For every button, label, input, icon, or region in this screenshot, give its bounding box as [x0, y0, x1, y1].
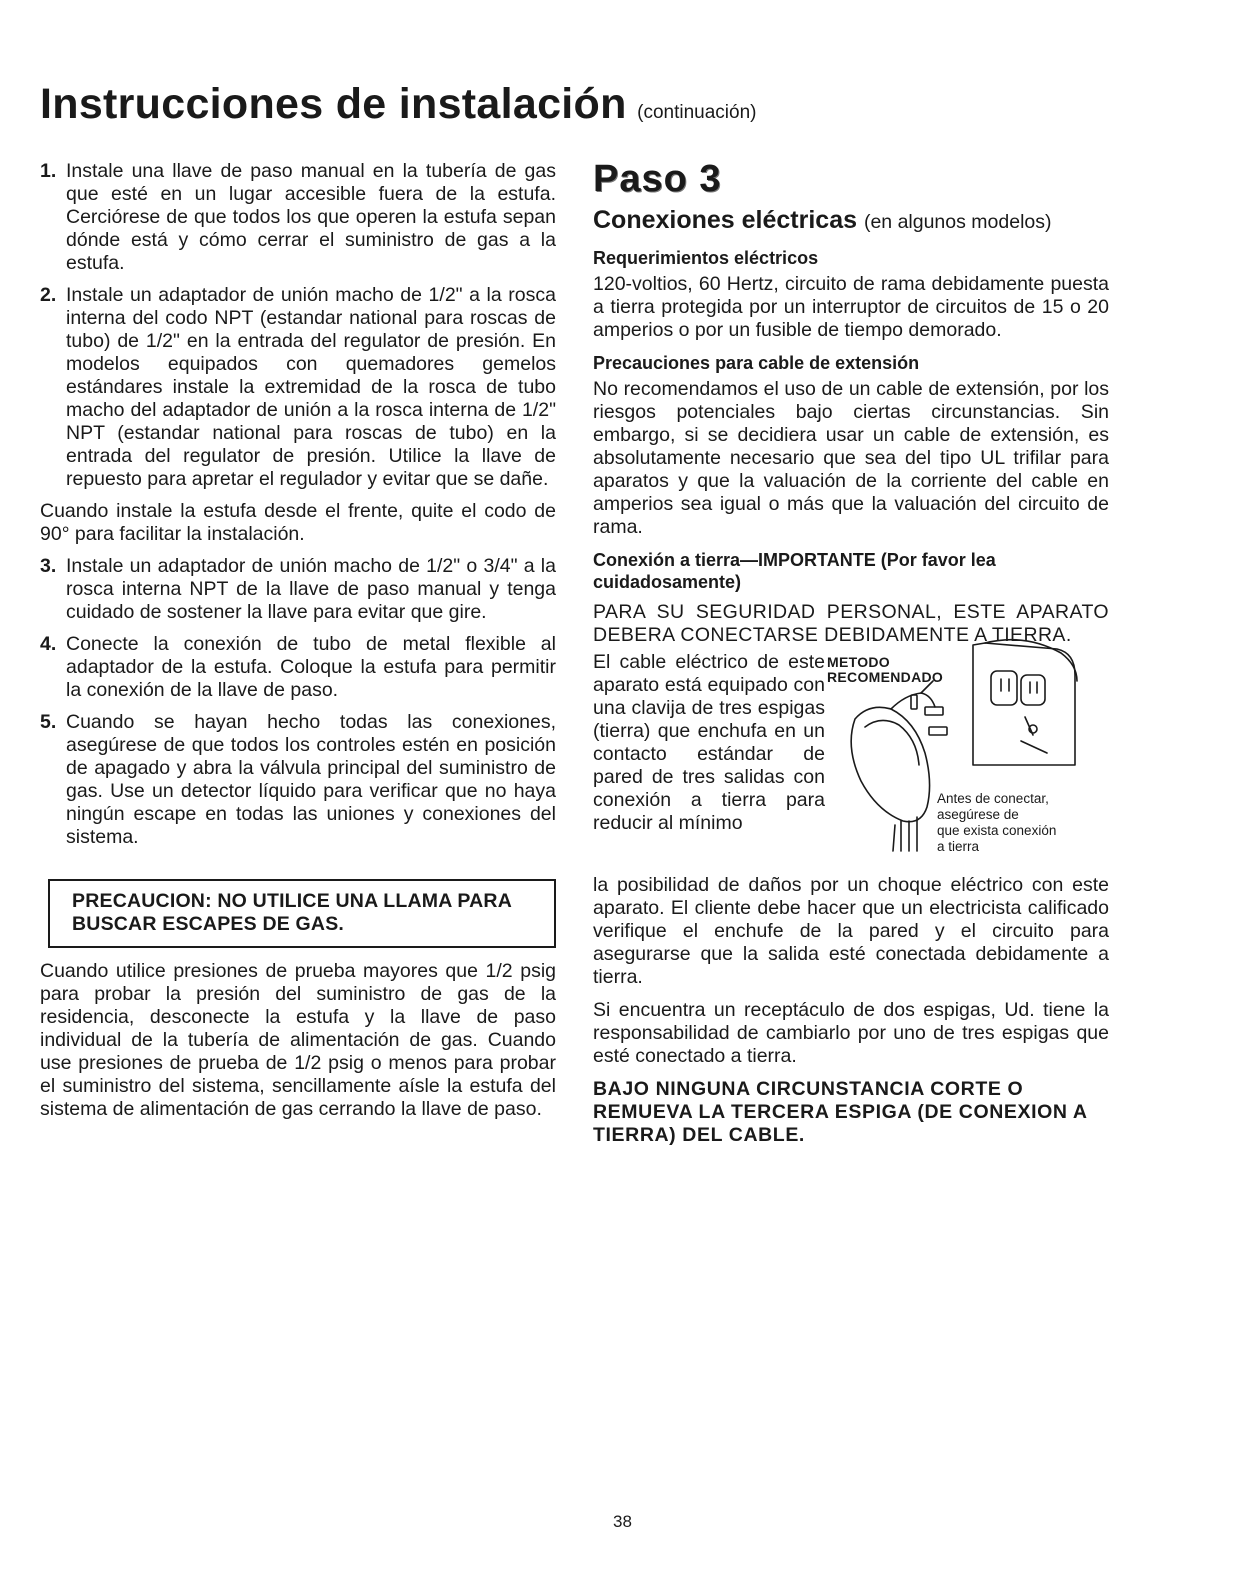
requirements-block: [593, 247, 1109, 342]
step-text: Instale un adaptador de unión macho de 1/2" o 3/4" a la rosca interna NPT de la llave de paso manual y tenga cuidado de sostener la llave para evitar que gire.: [66, 555, 556, 623]
elbow-note: Cuando instale la estufa desde el frente, quite el codo de 90° para facilitar la instalación.: [40, 500, 556, 545]
install-steps-list: [40, 160, 556, 491]
step-number: 1.: [40, 160, 57, 182]
diagram-caption-line3: que exista conexión: [937, 823, 1057, 838]
extension-text: No recomendamos el uso de un cable de extensión, por los riesgos potenciales bajo ciertas circunstancias. Sin embargo, si se decidiera usar un cable de extensión, es absolutamente necesario que sea del tipo UL trifilar para aparatos y que la valuación de la corriente del cable en amperios sea igual o más que la valuación del circuito de rama.: [593, 378, 1109, 538]
step-item: [40, 555, 556, 624]
step-number: 4.: [40, 633, 57, 655]
step-item: [40, 633, 556, 702]
page-title-main: Instrucciones de instalación: [40, 80, 627, 128]
step-text: Instale una llave de paso manual en la tubería de gas que esté en un lugar accesible fuera de la estufa. Cerciórese de que todos los que operen la estufa sepan dónde está y cómo cerrar el suministro de gas a la estufa.: [66, 160, 556, 274]
install-steps-list-continued: [40, 555, 556, 849]
step-item: [40, 284, 556, 491]
step-text: Conecte la conexión de tubo de metal flexible al adaptador de la estufa. Coloque la estufa para permitir la conexión de la llave de paso.: [66, 633, 556, 701]
diagram-caption-line4: a tierra: [937, 839, 980, 854]
section-title: [593, 206, 1109, 235]
plug-diagram: [825, 635, 1115, 875]
extension-block: [593, 352, 1109, 539]
two-prong-text: Si encuentra un receptáculo de dos espigas, Ud. tiene la responsabilidad de cambiarlo por uno de tres espigas que esté conectado a tierra.: [593, 999, 1109, 1067]
step-number: 5.: [40, 711, 57, 733]
extension-heading: Precauciones para cable de extensión: [593, 353, 920, 373]
grounding-caps-text: PARA SU SEGURIDAD PERSONAL, ESTE APARATO DEBERA CONECTARSE DEBIDAMENTE A TIERRA.: [593, 601, 1109, 646]
grounding-block: [593, 549, 1109, 989]
step-number: 3.: [40, 555, 57, 577]
diagram-caption-line2: asegúrese de: [937, 807, 1019, 822]
page-number: 38: [613, 1512, 632, 1531]
section-title-paren: (en algunos modelos): [863, 211, 1052, 233]
final-warning: BAJO NINGUNA CIRCUNSTANCIA CORTE O REMUEVA LA TERCERA ESPIGA (DE CONEXION A TIERRA) DEL CABLE.: [593, 1078, 1087, 1146]
caution-box: [48, 879, 556, 948]
grounding-text-wrap: [593, 651, 825, 835]
right-column: [593, 160, 1109, 1147]
grounding-text-b: la posibilidad de daños por un choque eléctrico con este aparato. El cliente debe hacer que un electricista calificado verifique el enchufe de la pared y el circuito para asegurarse que la salida esté conectada debidamente a tierra.: [593, 874, 1109, 988]
grounding-illustration-area: [593, 651, 1109, 876]
step-text: Instale un adaptador de unión macho de 1/2" a la rosca interna del codo NPT (estandar national para roscas de tubo) de 1/2" en la entrada del regulator de presión. En modelos equipados con quemadores gemelos estándares instale la extremidad de la rosca de tubo macho del adaptador de unión a la rosca interna de 1/2" NPT (estandar national para roscas de tubo) en la entrada del regulator de presión. Utilice la llave de repuesto para apretar el regulador y evitar que se dañe.: [66, 284, 556, 490]
page-title-subtitle: (continuación): [637, 102, 757, 123]
left-column: [40, 160, 556, 1121]
grounding-text-a: El cable eléctrico de este aparato está equipado con una clavija de tres espigas (tierra) que enchufa en un contacto estándar de pared de tres salidas con conexión a tierra para reducir al mínimo: [593, 651, 825, 834]
page-title: [40, 80, 756, 129]
caution-text: PRECAUCION: NO UTILICE UNA LLAMA PARA BUSCAR ESCAPES DE GAS.: [72, 890, 512, 935]
diagram-label-line2: RECOMENDADO: [827, 669, 944, 685]
step-item: [40, 160, 556, 275]
step-item: [40, 711, 556, 849]
diagram-caption-line1: Antes de conectar,: [937, 791, 1049, 806]
step-heading: Paso 3: [593, 158, 722, 200]
grounding-heading: Conexión a tierra—IMPORTANTE (Por favor lea cuidadosamente): [593, 550, 996, 592]
step-text: Cuando se hayan hecho todas las conexiones, asegúrese de que todos los controles estén en posición de apagado y abra la válvula principal del suministro de gas. Use un detector líquido para verificar que no haya ningún escape en todas las uniones y conexiones del sistema.: [66, 711, 556, 848]
step-number: 2.: [40, 284, 57, 306]
diagram-label-line1: METODO: [827, 654, 890, 670]
requirements-heading: Requerimientos eléctricos: [593, 248, 819, 268]
requirements-text: 120-voltios, 60 Hertz, circuito de rama debidamente puesta a tierra protegida por un interruptor de circuitos de 15 o 20 amperios o por un fusible de tiempo demorado.: [593, 273, 1109, 341]
pressure-test-paragraph: Cuando utilice presiones de prueba mayores que 1/2 psig para probar la presión del suministro de gas de la residencia, desconecte la estufa y la llave de paso individual de la tubería de alimentación de gas. Cuando use presiones de prueba de 1/2 psig o menos para probar el suministro del sistema, sencillamente aísle la estufa del sistema de alimentación de gas cerrando la llave de paso.: [40, 960, 556, 1120]
section-title-main: Conexiones eléctricas: [593, 206, 858, 234]
